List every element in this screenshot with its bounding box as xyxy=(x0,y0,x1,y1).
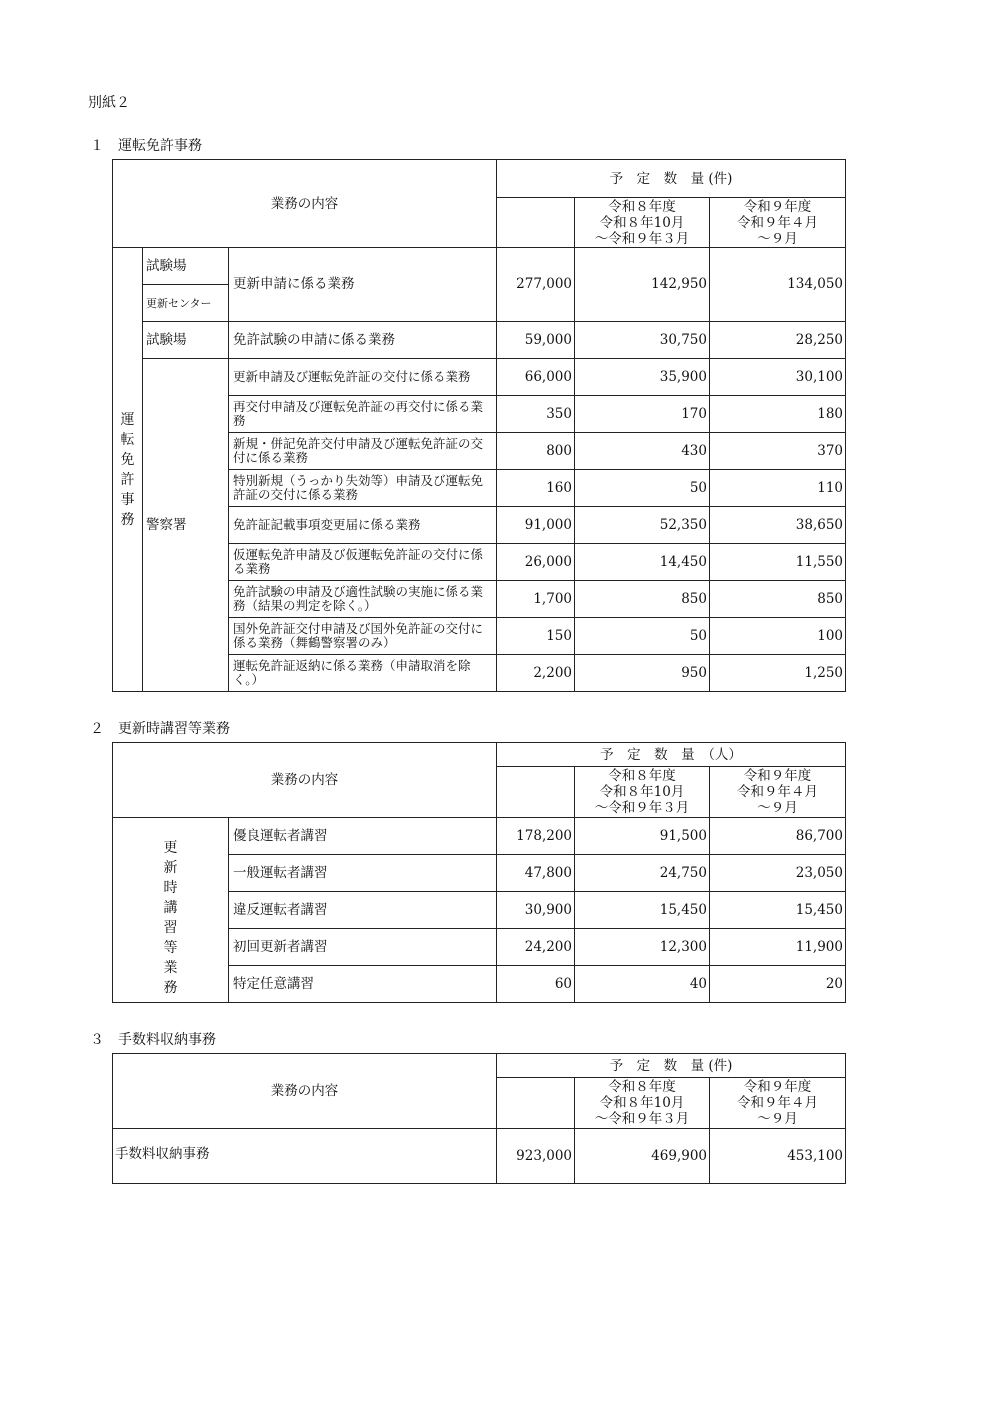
h2: 20 xyxy=(710,966,846,1003)
h1: 950 xyxy=(575,655,710,692)
group-label-cell xyxy=(113,248,143,692)
annex-label: 別紙２ xyxy=(88,95,130,111)
total: 277,000 xyxy=(497,248,575,322)
h1: 469,900 xyxy=(575,1129,710,1184)
h2: 180 xyxy=(710,396,846,433)
h2: 30,100 xyxy=(710,359,846,396)
task: 優良運転者講習 xyxy=(229,818,497,855)
fy9-header: 令和９年度 令和９年４月 ～９月 xyxy=(710,198,846,248)
task: 仮運転免許申請及び仮運転免許証の交付に係る業務 xyxy=(229,544,497,581)
group-label: 更新時講習等業務 xyxy=(163,840,178,996)
task: 初回更新者講習 xyxy=(229,929,497,966)
planned-quantity-header: 予 定 数 量 (件) xyxy=(497,1054,846,1078)
h1: 50 xyxy=(575,470,710,507)
h1: 35,900 xyxy=(575,359,710,396)
total: 350 xyxy=(497,396,575,433)
total: 178,200 xyxy=(497,818,575,855)
total: 160 xyxy=(497,470,575,507)
section-1-title: １ 運転免許事務 xyxy=(90,138,202,154)
task: 特別新規（うっかり失効等）申請及び運転免許証の交付に係る業務 xyxy=(229,470,497,507)
total: 47,800 xyxy=(497,855,575,892)
h2: 134,050 xyxy=(710,248,846,322)
h1: 14,450 xyxy=(575,544,710,581)
total-header-cell xyxy=(497,767,575,818)
total-header-cell xyxy=(497,198,575,248)
h1: 24,750 xyxy=(575,855,710,892)
h2: 28,250 xyxy=(710,322,846,359)
total: 24,200 xyxy=(497,929,575,966)
task: 特定任意講習 xyxy=(229,966,497,1003)
h1: 142,950 xyxy=(575,248,710,322)
location-exam-site: 試験場 xyxy=(143,248,229,285)
fy8-header: 令和８年度 令和８年10月 ～令和９年３月 xyxy=(575,767,710,818)
h1: 91,500 xyxy=(575,818,710,855)
h1: 850 xyxy=(575,581,710,618)
content-header: 業務の内容 xyxy=(113,1054,497,1129)
task: 国外免許証交付申請及び国外免許証の交付に係る業務（舞鶴警察署のみ） xyxy=(229,618,497,655)
section-1-table xyxy=(112,159,846,692)
total: 2,200 xyxy=(497,655,575,692)
h1: 50 xyxy=(575,618,710,655)
h2: 453,100 xyxy=(710,1129,846,1184)
location-renewal-center: 更新センター xyxy=(143,285,229,322)
task: 手数料収納事務 xyxy=(113,1129,497,1184)
h1: 30,750 xyxy=(575,322,710,359)
total: 26,000 xyxy=(497,544,575,581)
task: 免許試験の申請及び適性試験の実施に係る業務（結果の判定を除く。） xyxy=(229,581,497,618)
total: 59,000 xyxy=(497,322,575,359)
h1: 430 xyxy=(575,433,710,470)
h1: 15,450 xyxy=(575,892,710,929)
content-header: 業務の内容 xyxy=(113,743,497,818)
h2: 1,250 xyxy=(710,655,846,692)
h2: 850 xyxy=(710,581,846,618)
task: 運転免許証返納に係る業務（申請取消を除く。） xyxy=(229,655,497,692)
h2: 11,900 xyxy=(710,929,846,966)
group-label-cell xyxy=(113,818,229,1003)
section-2-title: ２ 更新時講習等業務 xyxy=(90,721,230,737)
fy9-header: 令和９年度 令和９年４月 ～９月 xyxy=(710,1078,846,1129)
total: 30,900 xyxy=(497,892,575,929)
task: 更新申請に係る業務 xyxy=(229,248,497,322)
task: 違反運転者講習 xyxy=(229,892,497,929)
h1: 52,350 xyxy=(575,507,710,544)
location-police-station: 警察署 xyxy=(143,359,229,692)
task: 再交付申請及び運転免許証の再交付に係る業務 xyxy=(229,396,497,433)
h2: 86,700 xyxy=(710,818,846,855)
total-header-cell xyxy=(497,1078,575,1129)
total: 60 xyxy=(497,966,575,1003)
section-2-table xyxy=(112,742,846,1003)
task: 一般運転者講習 xyxy=(229,855,497,892)
h2: 11,550 xyxy=(710,544,846,581)
h2: 370 xyxy=(710,433,846,470)
task: 免許証記載事項変更届に係る業務 xyxy=(229,507,497,544)
total: 923,000 xyxy=(497,1129,575,1184)
h2: 38,650 xyxy=(710,507,846,544)
h1: 12,300 xyxy=(575,929,710,966)
total: 150 xyxy=(497,618,575,655)
total: 1,700 xyxy=(497,581,575,618)
fy8-header: 令和８年度 令和８年10月 ～令和９年３月 xyxy=(575,198,710,248)
section-3-title: ３ 手数料収納事務 xyxy=(90,1032,216,1048)
h2: 23,050 xyxy=(710,855,846,892)
h1: 40 xyxy=(575,966,710,1003)
task: 更新申請及び運転免許証の交付に係る業務 xyxy=(229,359,497,396)
total: 800 xyxy=(497,433,575,470)
planned-quantity-header: 予 定 数 量 （人） xyxy=(497,743,846,767)
group-label: 運転免許事務 xyxy=(120,411,135,528)
h1: 170 xyxy=(575,396,710,433)
fy9-header: 令和９年度 令和９年４月 ～９月 xyxy=(710,767,846,818)
h2: 110 xyxy=(710,470,846,507)
task: 免許試験の申請に係る業務 xyxy=(229,322,497,359)
total: 66,000 xyxy=(497,359,575,396)
planned-quantity-header: 予 定 数 量 (件) xyxy=(497,160,846,198)
h2: 15,450 xyxy=(710,892,846,929)
task: 新規・併記免許交付申請及び運転免許証の交付に係る業務 xyxy=(229,433,497,470)
location-exam-site-2: 試験場 xyxy=(143,322,229,359)
total: 91,000 xyxy=(497,507,575,544)
content-header: 業務の内容 xyxy=(113,160,497,248)
fy8-header: 令和８年度 令和８年10月 ～令和９年３月 xyxy=(575,1078,710,1129)
h2: 100 xyxy=(710,618,846,655)
section-3-table xyxy=(112,1053,846,1184)
